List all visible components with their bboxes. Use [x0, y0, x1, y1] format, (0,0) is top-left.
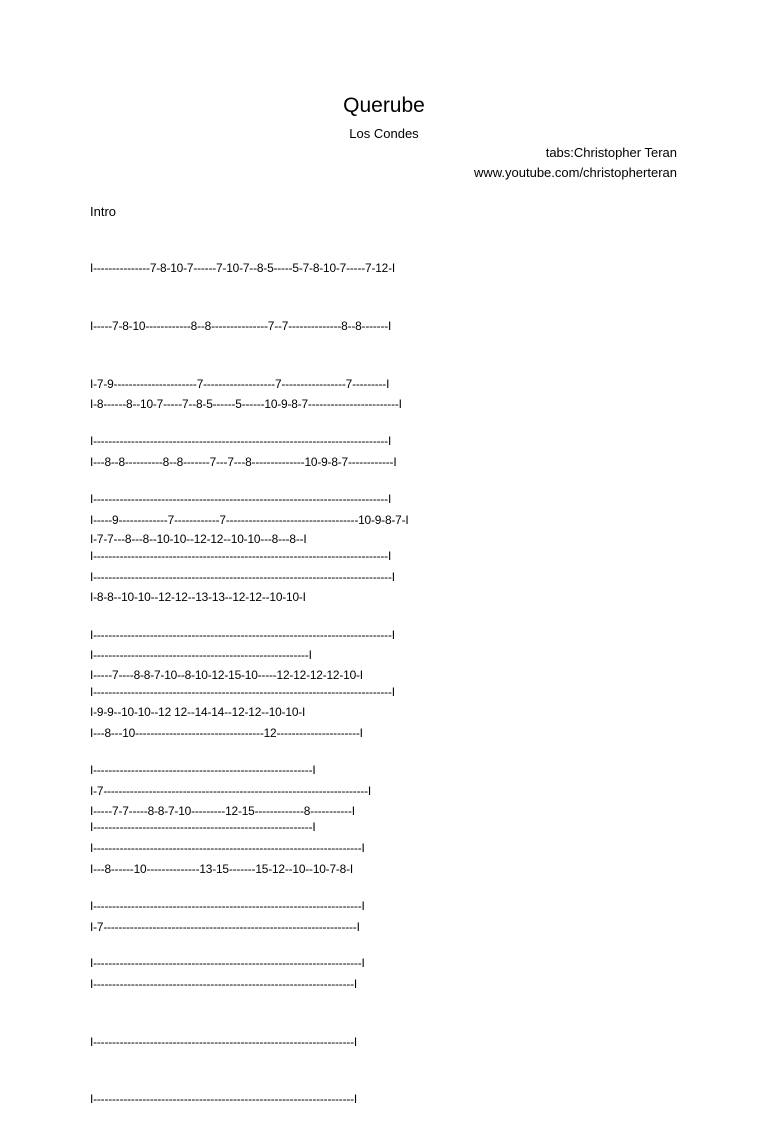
- tab-line: I-9-9--10-10--12 12--14-14--12-12--10-10-I: [90, 705, 306, 720]
- tab-line: I------------------------------------------------------------------------------I: [90, 491, 392, 506]
- section-label-intro: Intro: [90, 204, 117, 219]
- tab-line: I---------------7-8-10-7------7-10-7--8-5-----5-7-8-10-7-----7-12-I: [90, 261, 395, 276]
- tab-line: I---8--8----------8--8-------7---7---8--------------10-9-8-7------------I: [90, 455, 397, 469]
- tab-line: I------------------------------------------------------------------------------I: [90, 434, 392, 449]
- tab-line: I---8---10----------------------------------12----------------------I: [90, 726, 363, 740]
- artist-name: Los Condes: [349, 126, 419, 141]
- tab-line: I-----------------------------------------------------------------------I: [90, 956, 365, 971]
- tab-line: I-8-8--10-10--12-12--13-13--12-12--10-10-I: [90, 590, 306, 604]
- tab-line: I-----7-8-10------------8--8---------------7--7--------------8--8-------I: [90, 319, 392, 333]
- tab-line: I-----------------------------------------------------------------------I: [90, 841, 365, 856]
- tab-line: I---------------------------------------------------------------------I: [90, 1092, 358, 1107]
- youtube-url: www.youtube.com/christopherteran: [473, 165, 677, 180]
- song-title: Querube: [343, 94, 425, 117]
- tab-line: I----------------------------------------------------------I: [90, 762, 316, 777]
- tab-line: I----------------------------------------------------------I: [90, 820, 316, 835]
- tab-line: I-8------8--10-7-----7--8-5------5------10-9-8-7------------------------I: [90, 397, 402, 412]
- tab-line: I------------------------------------------------------------------------------I: [90, 549, 392, 564]
- tab-line: I-----7-7-----8-8-7-10---------12-15-------------8-----------I: [90, 804, 355, 819]
- tab-line: I-----7----8-8-7-10--8-10-12-15-10-----12-12-12-12-10-I: [90, 668, 363, 683]
- tab-line: I-------------------------------------------------------------------------------I: [90, 627, 395, 642]
- tab-credit: tabs:Christopher Teran: [545, 145, 677, 160]
- tab-line: I---------------------------------------------------------------------I: [90, 977, 358, 992]
- tab-line: I-------------------------------------------------------------------------------I: [90, 570, 395, 585]
- tab-block-5: [90, 764, 360, 1148]
- tab-line: I-7-7---8---8--10-10--12-12--10-10---8---8--I: [90, 532, 307, 547]
- tab-line: I---------------------------------------------------------I: [90, 647, 312, 662]
- tab-line: I-----------------------------------------------------------------------I: [90, 898, 365, 913]
- tab-line: I-7----------------------------------------------------------------------I: [90, 783, 372, 798]
- tab-line: I-------------------------------------------------------------------------------I: [90, 685, 395, 700]
- tab-line: I-7-9----------------------7-------------------7-----------------7---------I: [90, 376, 390, 391]
- tab-line: I-----9-------------7------------7-----------------------------------10-9-8-7-I: [90, 512, 409, 527]
- tab-line: I-7-------------------------------------------------------------------I: [90, 919, 360, 934]
- tab-line: I---------------------------------------------------------------------I: [90, 1034, 358, 1049]
- tab-line: I---8------10--------------13-15-------15-12--10--10-7-8-I: [90, 862, 354, 876]
